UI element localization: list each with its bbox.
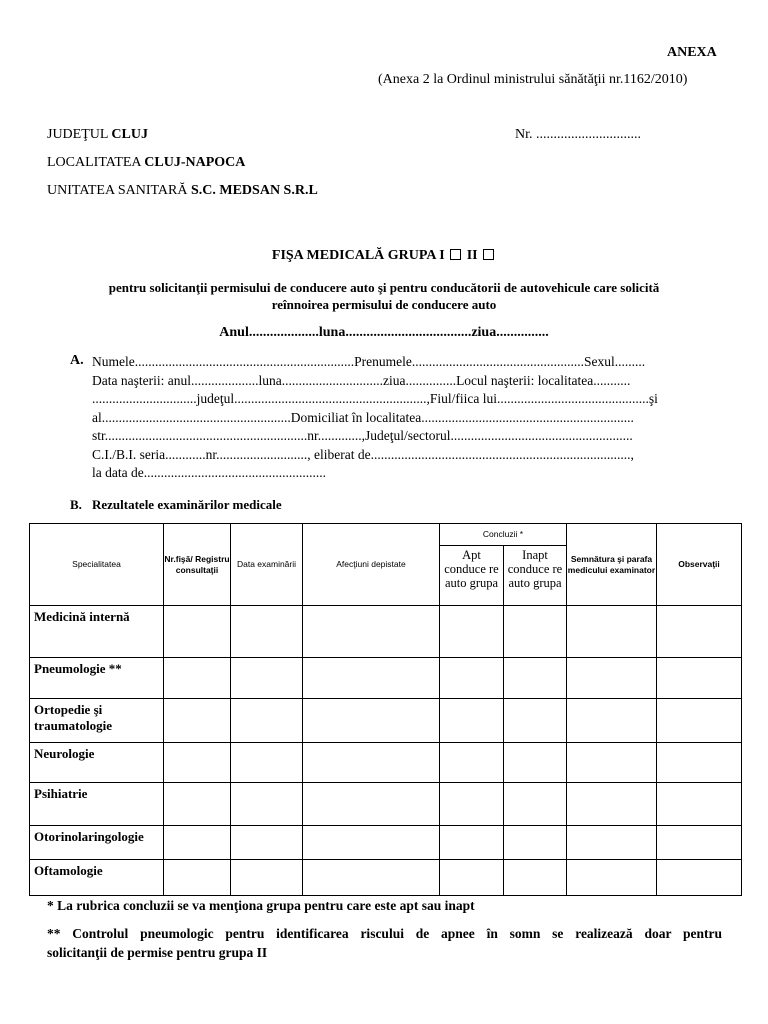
table-row [30, 658, 742, 699]
cell-afectiuni[interactable] [303, 699, 440, 743]
cell-observatii[interactable] [657, 783, 742, 826]
localitate-line [47, 155, 245, 171]
header-semnatura: Semnătura şi parafa medicului examinator [567, 524, 657, 606]
cell-apt[interactable] [440, 783, 504, 826]
table-row [30, 860, 742, 896]
localitate-value: CLUJ-NAPOCA [144, 155, 246, 170]
table-row [30, 826, 742, 860]
cell-observatii[interactable] [657, 743, 742, 783]
unitate-value: S.C. MEDSAN S.R.L [190, 183, 318, 198]
cell-observatii[interactable] [657, 699, 742, 743]
cell-apt[interactable] [440, 606, 504, 658]
section-a-line: la data de...................................................... [92, 465, 326, 480]
cell-apt[interactable] [440, 743, 504, 783]
date-line: Anul....................luna....................................ziua............... [219, 325, 549, 340]
header-data: Data examinării [231, 524, 303, 606]
section-a-line: C.I./B.I. seria............nr..........................., eliberat de............................................................................., [92, 446, 634, 462]
cell-nr-fisa[interactable] [164, 743, 231, 783]
row-specialitate: Ortopedie şi traumatologie [30, 699, 164, 743]
cell-nr-fisa[interactable] [164, 606, 231, 658]
header-observatii: Observaţii [657, 524, 742, 606]
cell-nr-fisa[interactable] [164, 699, 231, 743]
cell-apt[interactable] [440, 860, 504, 896]
cell-semnatura[interactable] [567, 658, 657, 699]
row-specialitate: Medicină internă [30, 606, 164, 658]
cell-data[interactable] [231, 826, 303, 860]
cell-afectiuni[interactable] [303, 606, 440, 658]
cell-inapt[interactable] [504, 658, 567, 699]
cell-apt[interactable] [440, 658, 504, 699]
cell-observatii[interactable] [657, 826, 742, 860]
cell-inapt[interactable] [504, 743, 567, 783]
unitate-line [47, 183, 318, 199]
header-specialitatea: Specialitatea [30, 524, 164, 606]
table-row [30, 606, 742, 658]
judet-label: JUDEŢUL [47, 127, 108, 142]
cell-data[interactable] [231, 743, 303, 783]
anexa-title: ANEXA [667, 45, 717, 60]
cell-afectiuni[interactable] [303, 860, 440, 896]
footnote-concluzii: * La rubrica concluzii se va menţiona grupa pentru care este apt sau inapt [47, 898, 475, 913]
header-afectiuni: Afecţiuni depistate [303, 524, 440, 606]
cell-semnatura[interactable] [567, 743, 657, 783]
anexa-subtitle: (Anexa 2 la Ordinul ministrului sănătăţii nr.1162/2010) [378, 72, 688, 87]
cell-data[interactable] [231, 606, 303, 658]
header-inapt: Inapt conduce re auto grupa [504, 546, 567, 606]
cell-semnatura[interactable] [567, 606, 657, 658]
cell-semnatura[interactable] [567, 860, 657, 896]
cell-apt[interactable] [440, 826, 504, 860]
row-specialitate: Psihiatrie [30, 783, 164, 826]
section-a-label: A. [70, 353, 84, 368]
cell-inapt[interactable] [504, 860, 567, 896]
form-title-prefix: FIŞA MEDICALĂ GRUPA I [271, 248, 445, 263]
grupa-ii-checkbox[interactable] [483, 249, 494, 260]
cell-semnatura[interactable] [567, 826, 657, 860]
header-nr-fisa: Nr.fişă/ Registru consultaţii [164, 524, 231, 606]
row-specialitate: Pneumologie ** [30, 658, 164, 699]
cell-afectiuni[interactable] [303, 743, 440, 783]
grupa-ii-label: II [466, 248, 478, 263]
row-specialitate: Otorinolaringologie [30, 826, 164, 860]
form-title [0, 248, 768, 264]
cell-data[interactable] [231, 699, 303, 743]
cell-semnatura[interactable] [567, 783, 657, 826]
cell-data[interactable] [231, 783, 303, 826]
section-a-line: Numele.................................................................Prenumele...................................................Sexul......... [92, 354, 646, 369]
header-concluzii: Concluzii * [440, 524, 567, 546]
section-a-body [92, 353, 658, 483]
section-a-line: al........................................................Domiciliat în localitatea............................................................... [92, 409, 634, 425]
cell-nr-fisa[interactable] [164, 860, 231, 896]
header-apt: Apt conduce re auto grupa [440, 546, 504, 606]
section-b-label: B. [70, 497, 82, 512]
judet-value: CLUJ [111, 127, 148, 142]
cell-afectiuni[interactable] [303, 658, 440, 699]
cell-semnatura[interactable] [567, 699, 657, 743]
cell-nr-fisa[interactable] [164, 783, 231, 826]
localitate-label: LOCALITATEA [47, 155, 141, 170]
medical-results-table [29, 523, 742, 896]
cell-inapt[interactable] [504, 606, 567, 658]
cell-afectiuni[interactable] [303, 783, 440, 826]
section-b-title: Rezultatele examinărilor medicale [92, 497, 282, 512]
cell-inapt[interactable] [504, 699, 567, 743]
cell-afectiuni[interactable] [303, 826, 440, 860]
cell-observatii[interactable] [657, 606, 742, 658]
cell-inapt[interactable] [504, 783, 567, 826]
table-row [30, 743, 742, 783]
grupa-i-checkbox[interactable] [450, 249, 461, 260]
section-a-line: Data naşterii: anul....................luna..............................ziua...............Locul naşterii: localitatea........... [92, 372, 631, 388]
cell-inapt[interactable] [504, 826, 567, 860]
section-a-line: ...............................judeţul.........................................................,Fiul/fiica lui.............................................şi [92, 391, 658, 406]
form-subtitle-1: pentru solicitanţii permisului de conducere auto şi pentru conducătorii de autovehicule care solicită [108, 280, 660, 295]
table-header-row [30, 524, 742, 546]
footnote-pneumologie-2: solicitanţii de permise pentru grupa II [47, 945, 268, 960]
table-row [30, 699, 742, 743]
cell-nr-fisa[interactable] [164, 826, 231, 860]
cell-data[interactable] [231, 860, 303, 896]
cell-apt[interactable] [440, 699, 504, 743]
cell-data[interactable] [231, 658, 303, 699]
footnote-pneumologie-1: ** Controlul pneumologic pentru identificarea riscului de apnee în somn se realizează doar pentru [47, 926, 722, 941]
judet-line [47, 127, 148, 143]
cell-observatii[interactable] [657, 860, 742, 896]
cell-observatii[interactable] [657, 658, 742, 699]
nr-field: Nr. .............................. [515, 127, 641, 142]
table-row [30, 783, 742, 826]
row-specialitate: Oftamologie [30, 860, 164, 896]
unitate-label: UNITATEA SANITARĂ [47, 183, 188, 198]
row-specialitate: Neurologie [30, 743, 164, 783]
cell-nr-fisa[interactable] [164, 658, 231, 699]
form-subtitle-2: reînnoirea permisului de conducere auto [271, 297, 497, 312]
section-a-line: str............................................................nr.............,Judeţul/sectorul...................................................... [92, 428, 633, 443]
